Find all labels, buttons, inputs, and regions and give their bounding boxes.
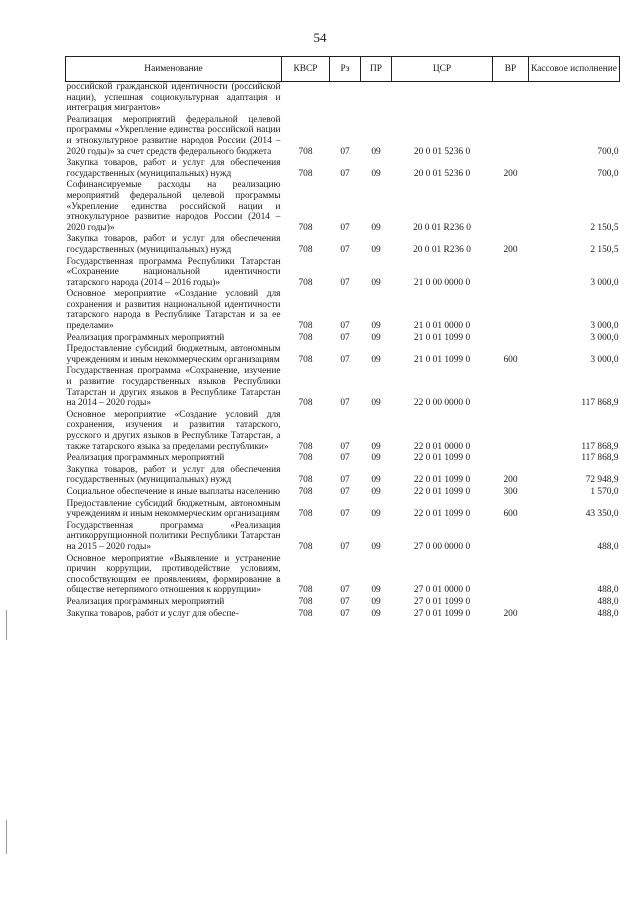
cell-kvsr: 708 <box>298 332 313 343</box>
cell-kvsr: 708 <box>298 453 313 464</box>
cell-rz: 07 <box>340 441 350 452</box>
cell-cash: 3 000,0 <box>590 321 619 332</box>
cell-cash: 700,0 <box>597 146 619 157</box>
cell-cash: 117 868,9 <box>581 398 619 409</box>
cell-vr: 200 <box>503 244 518 255</box>
cell-rz: 07 <box>340 222 350 233</box>
cell-csr: 20 0 01 5236 0 <box>413 168 471 179</box>
cell-csr <box>392 82 493 115</box>
cell-csr: 21 0 00 0000 0 <box>413 277 471 288</box>
cell-name: Реализация программных мероприятий <box>66 332 225 343</box>
cell-name: Закупка товаров, работ и услуг для обеспечения государственных (муниципальных) нужд <box>66 234 281 255</box>
cell-pr: 09 <box>371 222 381 233</box>
table-row <box>66 487 620 499</box>
cell-rz: 07 <box>340 596 350 607</box>
cell-pr: 09 <box>371 608 381 619</box>
table-row <box>66 289 620 332</box>
cell-name: Закупка товаров, работ и услуг для обеспечения государственных (муниципальных) нужд <box>66 158 281 179</box>
cell-name: Основное мероприятие «Создание условий для сохранения, изучения и развития татарского, русского и других языков в Республике Татарстан, а также татарского языка за пределами республики» <box>66 409 281 452</box>
table-row <box>66 366 620 409</box>
cell-pr: 09 <box>371 475 381 486</box>
cell-cash: 117 868,9 <box>581 453 619 464</box>
cell-vr <box>493 289 529 332</box>
cell-name: Государственная программа «Реализация антикоррупционной политики Республики Татарстан на 2015 – 2020 годы» <box>66 520 281 552</box>
cell-rz: 07 <box>340 608 350 619</box>
cell-kvsr: 708 <box>298 541 313 552</box>
cell-cash <box>529 82 620 115</box>
cell-kvsr: 708 <box>298 398 313 409</box>
cell-vr <box>493 521 529 554</box>
budget-table <box>65 56 620 620</box>
cell-pr: 09 <box>371 277 381 288</box>
cell-rz: 07 <box>340 146 350 157</box>
cell-csr: 22 0 01 1099 0 <box>413 486 471 497</box>
table-row <box>66 499 620 521</box>
cell-rz: 07 <box>340 486 350 497</box>
cell-pr: 09 <box>371 541 381 552</box>
cell-vr <box>493 180 529 234</box>
header-pr: ПР <box>361 57 392 82</box>
cell-rz: 07 <box>340 398 350 409</box>
cell-pr: 09 <box>371 486 381 497</box>
cell-name: Софинансируемые расходы на реализацию мероприятий федеральной целевой программы «Укрепление единства российской нации и этнокультурное развитие народов России (2014 – 2020 годы)» <box>66 180 281 233</box>
cell-name: Государственная программа «Сохранение, изучение и развитие государственных языков Республики Татарстан и других языков в Республике Татарстан на 2014 – 2020 годы» <box>66 366 281 409</box>
cell-kvsr: 708 <box>298 222 313 233</box>
cell-pr: 09 <box>371 453 381 464</box>
cell-kvsr: 708 <box>298 168 313 179</box>
cell-rz: 07 <box>340 475 350 486</box>
cell-csr: 22 0 00 0000 0 <box>413 398 471 409</box>
table-row <box>66 115 620 158</box>
cell-kvsr: 708 <box>298 486 313 497</box>
scan-margin-mark <box>6 820 7 854</box>
cell-rz: 07 <box>340 585 350 596</box>
cell-csr: 22 0 01 0000 0 <box>413 441 471 452</box>
cell-cash: 43 350,0 <box>585 509 619 520</box>
table-row <box>66 180 620 234</box>
table-body <box>66 82 620 621</box>
header-name: Наименование <box>66 57 282 82</box>
header-kvsr: КВСР <box>282 57 330 82</box>
cell-pr: 09 <box>371 354 381 365</box>
cell-pr: 09 <box>371 146 381 157</box>
cell-kvsr: 708 <box>298 596 313 607</box>
cell-kvsr: 708 <box>298 509 313 520</box>
cell-cash: 3 000,0 <box>590 277 619 288</box>
header-vr: ВР <box>493 57 529 82</box>
table-row <box>66 257 620 290</box>
cell-rz: 07 <box>340 168 350 179</box>
cell-csr: 21 0 01 1099 0 <box>413 354 471 365</box>
table-row <box>66 453 620 465</box>
cell-name: Предоставление субсидий бюджетным, автономным учреждениям и иным некоммерческим организациям <box>66 344 281 365</box>
cell-rz: 07 <box>340 453 350 464</box>
cell-csr: 22 0 01 1099 0 <box>413 475 471 486</box>
cell-cash: 488,0 <box>597 585 619 596</box>
header-csr: ЦСР <box>392 57 493 82</box>
table-row <box>66 465 620 487</box>
cell-cash: 3 000,0 <box>590 332 619 343</box>
cell-csr: 27 0 01 0000 0 <box>413 585 471 596</box>
table-row <box>66 554 620 597</box>
cell-name: Социальное обеспечение и иные выплаты населению <box>66 486 281 497</box>
cell-vr <box>493 115 529 158</box>
cell-cash: 2 150,5 <box>590 222 619 233</box>
table-row <box>66 597 620 609</box>
cell-name: Реализация программных мероприятий <box>66 453 225 464</box>
cell-vr <box>493 410 529 453</box>
cell-cash: 3 000,0 <box>590 354 619 365</box>
cell-name: Основное мероприятие «Создание условий для сохранения и развития национальной идентичности татарского народа в Республике Татарстан и за ее пределами» <box>66 289 281 332</box>
cell-rz: 07 <box>340 354 350 365</box>
cell-name: Реализация программных мероприятий <box>66 596 225 607</box>
cell-csr: 22 0 01 1099 0 <box>413 453 471 464</box>
cell-cash: 488,0 <box>597 596 619 607</box>
cell-kvsr: 708 <box>298 321 313 332</box>
cell-vr: 200 <box>503 475 518 486</box>
cell-name: Закупка товаров, работ и услуг для обеспечения государственных (муниципальных) нужд <box>66 464 281 486</box>
cell-csr: 20 0 01 5236 0 <box>413 146 471 157</box>
cell-rz: 07 <box>340 332 350 343</box>
cell-rz: 07 <box>340 321 350 332</box>
cell-name: Государственная программа Республики Татарстан «Сохранение национальной идентичности татарского народа (2014 – 2016 годы)» <box>66 256 281 288</box>
cell-rz: 07 <box>340 509 350 520</box>
cell-csr: 21 0 01 0000 0 <box>413 321 471 332</box>
cell-csr: 27 0 01 1099 0 <box>413 608 471 619</box>
cell-pr: 09 <box>371 332 381 343</box>
scan-margin-mark <box>6 610 7 640</box>
cell-csr: 22 0 01 1099 0 <box>413 509 471 520</box>
cell-name: Предоставление субсидий бюджетным, автономным учреждениям и иным некоммерческим организациям <box>66 498 281 520</box>
cell-rz: 07 <box>340 244 350 255</box>
cell-kvsr: 708 <box>298 608 313 619</box>
cell-pr: 09 <box>371 398 381 409</box>
cell-cash: 488,0 <box>597 541 619 552</box>
cell-rz: 07 <box>340 541 350 552</box>
cell-vr <box>493 366 529 409</box>
cell-cash: 117 868,9 <box>581 441 619 452</box>
cell-vr: 200 <box>503 608 518 619</box>
cell-name: Основное мероприятие «Выявление и устранение причин коррупции, противодействие условиям, способствующим ее проявлениям, формирование в обществе нетерпимого отношения к коррупции» <box>66 553 281 596</box>
cell-vr <box>493 257 529 290</box>
cell-kvsr: 708 <box>298 354 313 365</box>
cell-csr: 20 0 01 R236 0 <box>413 244 471 255</box>
cell-vr: 600 <box>503 354 518 365</box>
table-row <box>66 410 620 453</box>
cell-name: российской гражданской идентичности (российской нации), успешная социокультурная адаптация и интеграция мигрантов» <box>66 82 281 114</box>
cell-cash: 2 150,5 <box>590 244 619 255</box>
cell-pr: 09 <box>371 441 381 452</box>
cell-vr <box>493 453 529 465</box>
cell-name: Закупка товаров, работ и услуг для обеспе- <box>66 608 239 619</box>
cell-csr: 27 0 00 0000 0 <box>413 541 471 552</box>
cell-kvsr: 708 <box>298 585 313 596</box>
table-row <box>66 82 620 115</box>
header-rz: Рз <box>330 57 361 82</box>
cell-pr: 09 <box>371 321 381 332</box>
cell-rz <box>330 82 361 115</box>
cell-pr <box>361 82 392 115</box>
cell-cash: 488,0 <box>597 608 619 619</box>
table-row <box>66 333 620 345</box>
page-number: 54 <box>313 30 327 45</box>
cell-vr <box>493 554 529 597</box>
cell-pr: 09 <box>371 585 381 596</box>
cell-pr: 09 <box>371 596 381 607</box>
cell-rz: 07 <box>340 277 350 288</box>
cell-name: Реализация мероприятий федеральной целевой программы «Укрепление единства российской нации и этнокультурное развитие народов России (2014 – 2020 годы)» за счет средств федерального бюджета <box>66 114 281 157</box>
cell-kvsr: 708 <box>298 441 313 452</box>
cell-csr: 27 0 01 1099 0 <box>413 596 471 607</box>
header-cash: Кассовое исполнение <box>529 57 620 82</box>
cell-kvsr <box>282 82 330 115</box>
cell-pr: 09 <box>371 168 381 179</box>
cell-csr: 21 0 01 1099 0 <box>413 332 471 343</box>
cell-vr: 200 <box>503 168 518 179</box>
cell-pr: 09 <box>371 244 381 255</box>
table-header-row <box>66 57 620 82</box>
cell-cash: 700,0 <box>597 168 619 179</box>
cell-pr: 09 <box>371 509 381 520</box>
cell-kvsr: 708 <box>298 146 313 157</box>
table-row <box>66 158 620 180</box>
table-row <box>66 234 620 256</box>
table-row <box>66 521 620 554</box>
cell-kvsr: 708 <box>298 244 313 255</box>
cell-cash: 72 948,9 <box>585 475 619 486</box>
table-row <box>66 344 620 366</box>
cell-vr <box>493 82 529 115</box>
cell-kvsr: 708 <box>298 277 313 288</box>
cell-vr <box>493 333 529 345</box>
cell-csr: 20 0 01 R236 0 <box>413 222 471 233</box>
cell-vr: 600 <box>503 509 518 520</box>
cell-vr: 300 <box>503 486 518 497</box>
cell-vr <box>493 597 529 609</box>
table-row <box>66 609 620 621</box>
cell-cash: 1 570,0 <box>590 486 619 497</box>
cell-kvsr: 708 <box>298 475 313 486</box>
